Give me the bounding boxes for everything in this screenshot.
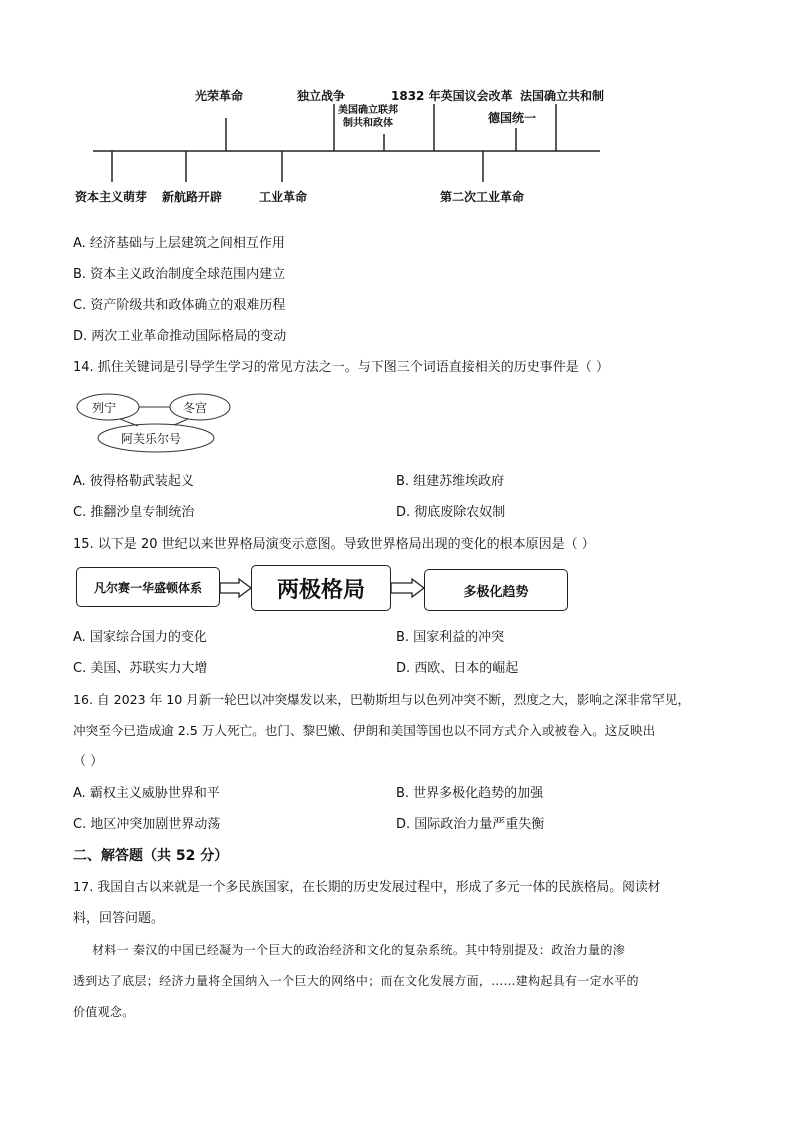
q15-option-a[interactable]: A. 国家综合国力的变化 <box>73 630 207 645</box>
q13-option-c[interactable]: C. 资产阶级共和政体确立的艰难历程 <box>73 298 286 313</box>
timeline-label-germany: 德国统一 <box>488 111 537 125</box>
q13-option-d[interactable]: D. 两次工业革命推动国际格局的变动 <box>73 329 287 344</box>
timeline-label-glorious: 光荣革命 <box>195 89 244 103</box>
q14-option-a[interactable]: A. 彼得格勒武装起义 <box>73 474 194 489</box>
section-2-title: 二、解答题（共 52 分） <box>73 848 229 864</box>
box-bipolar: 两极格局 <box>251 565 391 611</box>
q16-option-b[interactable]: B. 世界多极化趋势的加强 <box>396 786 544 801</box>
q17-line-1: 17. 我国自古以来就是一个多民族国家，在长期的历史发展过程中，形成了多元一体的民族格局。阅读材 <box>73 880 661 895</box>
edge-lenin-aurora <box>120 419 138 426</box>
q15-option-c[interactable]: C. 美国、苏联实力大增 <box>73 661 208 676</box>
timeline-label-reform1832: 1832 年英国议会改革 <box>391 89 513 103</box>
box-multipolar: 多极化趋势 <box>424 569 568 611</box>
q16-option-d[interactable]: D. 国际政治力量严重失衡 <box>396 817 545 832</box>
q14-option-c[interactable]: C. 推翻沙皇专制统治 <box>73 505 195 520</box>
q16-line-3: （ ） <box>73 754 104 769</box>
q13-option-a[interactable]: A. 经济基础与上层建筑之间相互作用 <box>73 236 285 251</box>
q17-line-2: 料，回答问题。 <box>73 911 165 926</box>
q17-material-1-line-3: 价值观念。 <box>73 1005 135 1019</box>
node-winter-palace: 冬宫 <box>183 401 208 415</box>
q16-line-1: 16. 自 2023 年 10 月新一轮巴以冲突爆发以来，巴勒斯坦与以色列冲突不断，烈度之大，影响之深非常罕见， <box>73 692 691 707</box>
q13-option-b[interactable]: B. 资本主义政治制度全球范围内建立 <box>73 267 286 282</box>
timeline-label-france: 法国确立共和制 <box>520 89 605 103</box>
arrow-2-icon <box>390 578 426 598</box>
q14-option-d[interactable]: D. 彻底废除农奴制 <box>396 505 506 520</box>
arrow-1-icon <box>219 578 253 598</box>
q16-option-a[interactable]: A. 霸权主义威胁世界和平 <box>73 786 220 801</box>
timeline-label-independence: 独立战争 <box>297 89 346 103</box>
q17-material-1-line-2: 透到达了底层；经济力量将全国纳入一个巨大的网络中；而在文化发展方面，……建构起具有一定水平的 <box>73 974 639 988</box>
timeline-label-routes: 新航路开辟 <box>162 190 223 204</box>
q16-option-c[interactable]: C. 地区冲突加剧世界动荡 <box>73 817 221 832</box>
q16-line-2: 冲突至今已造成逾 2.5 万人死亡。也门、黎巴嫩、伊朗和美国等国也以不同方式介入或被卷入。这反映出 <box>73 723 656 738</box>
timeline-label-ind2: 第二次工业革命 <box>440 190 525 204</box>
q15-option-b[interactable]: B. 国家利益的冲突 <box>396 630 505 645</box>
box-versailles: 凡尔赛一华盛顿体系 <box>76 567 220 607</box>
q15-option-d[interactable]: D. 西欧、日本的崛起 <box>396 661 519 676</box>
node-aurora: 阿芙乐尔号 <box>121 432 182 446</box>
timeline-label-ind1: 工业革命 <box>259 190 308 204</box>
q15-stem: 15. 以下是 20 世纪以来世界格局演变示意图。导致世界格局出现的变化的根本原因是（ ） <box>73 537 595 552</box>
timeline-label-sprouts: 资本主义萌芽 <box>75 190 148 204</box>
q17-material-1-line-1: 材料一 秦汉的中国已经凝为一个巨大的政治经济和文化的复杂系统。其中特别提及：政治力量的渗 <box>92 943 626 957</box>
timeline-label-us: 美国确立联邦 制共和政体 <box>338 105 398 129</box>
q14-option-b[interactable]: B. 组建苏维埃政府 <box>396 474 505 489</box>
node-lenin: 列宁 <box>92 401 117 415</box>
q14-stem: 14. 抓住关键词是引导学生学习的常见方法之一。与下图三个词语直接相关的历史事件是（ ） <box>73 360 609 375</box>
edge-palace-aurora <box>174 419 188 425</box>
